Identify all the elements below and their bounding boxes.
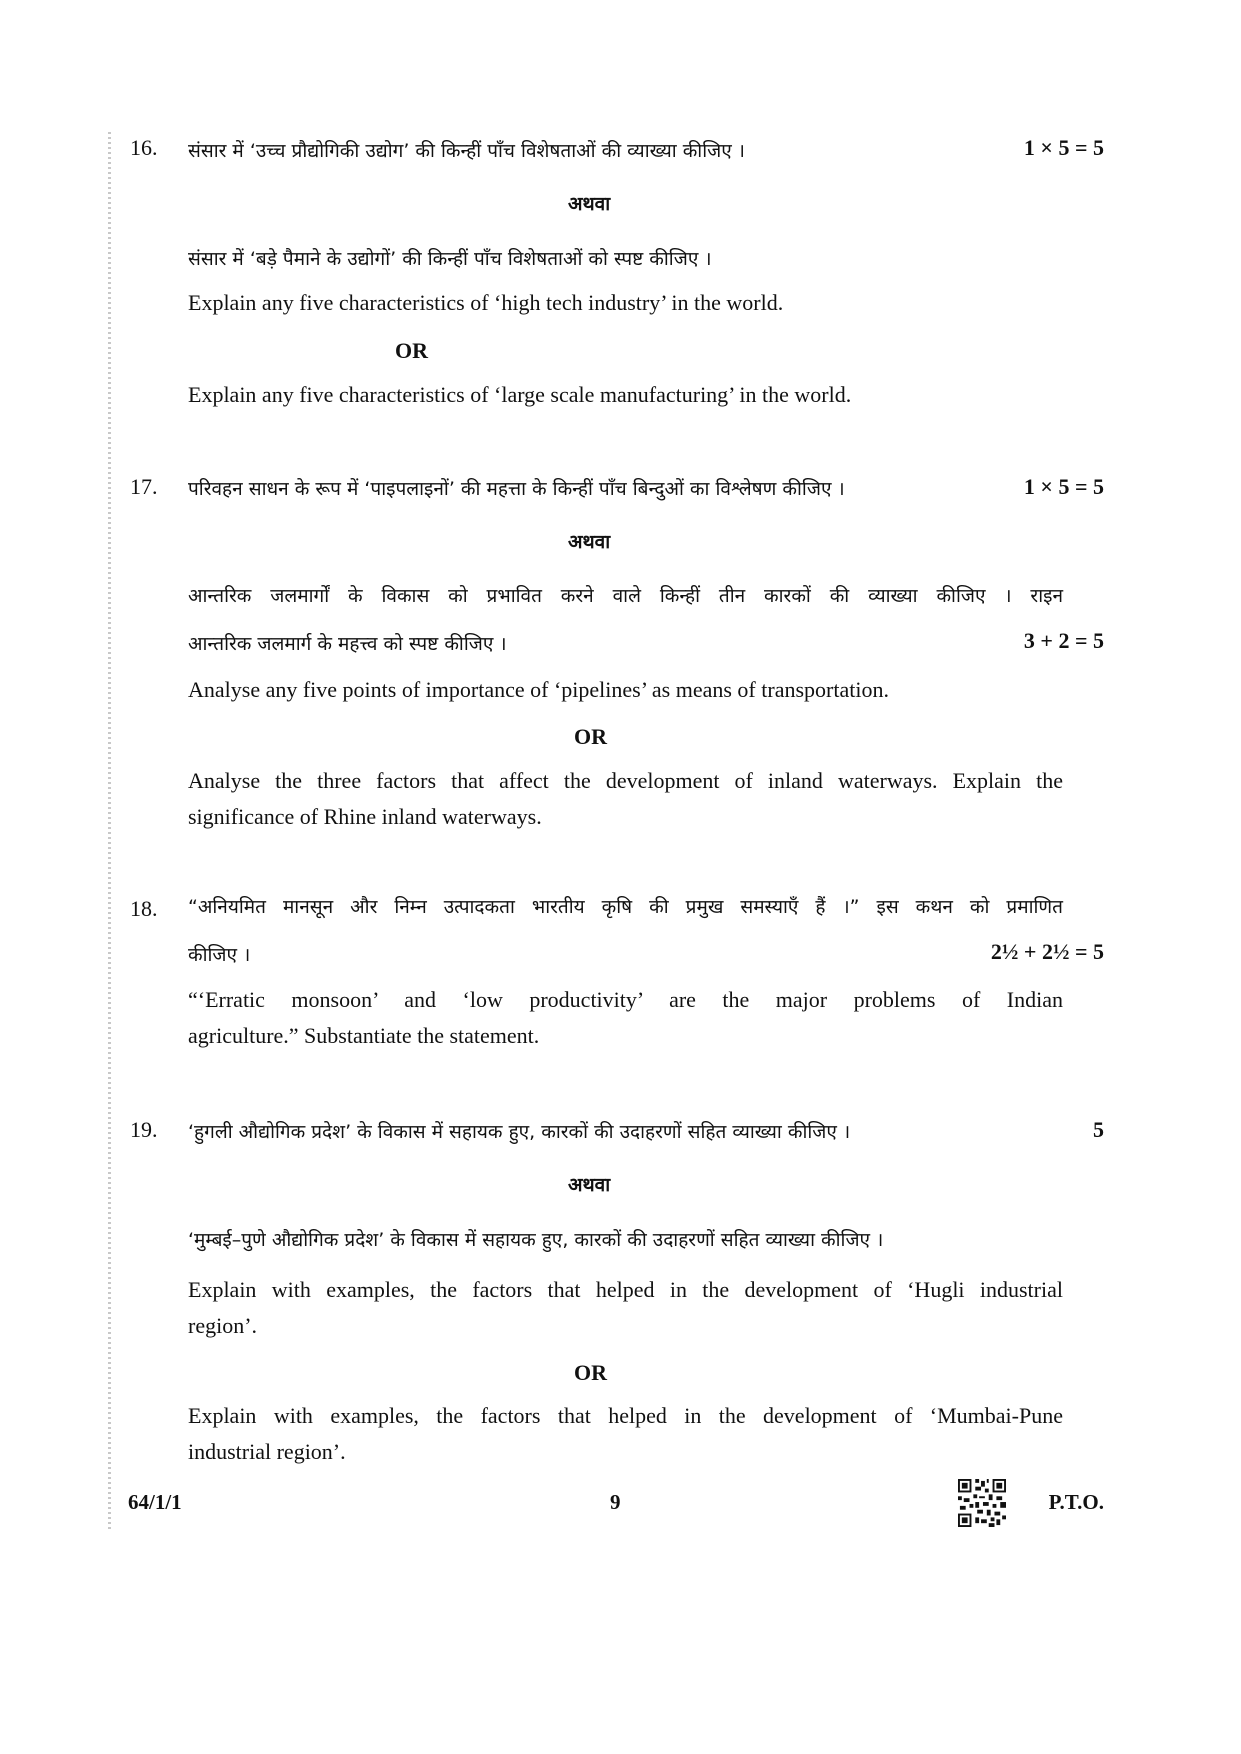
question-17-alt-marks: 3 + 2 = 5 — [1023, 628, 1104, 653]
question-17-number: 17. — [130, 474, 158, 499]
question-19-hindi-alt: ‘मुम्बई–पुणे औद्योगिक प्रदेश’ के विकास में सहायक हुए, कारकों की उदाहरणों सहित व्याख्या कीजिए । — [188, 1229, 884, 1251]
question-17-english-main: Analyse any five points of importance of ‘pipelines’ as means of transportation. — [188, 677, 889, 702]
question-17-or: OR — [574, 724, 607, 749]
question-18-marks: 2½ + 2½ = 5 — [990, 939, 1104, 964]
question-17-athva: अथवा — [568, 531, 611, 553]
question-17-hindi-alt-line1: आन्तरिक जलमार्गों के विकास को प्रभावित करने वाले किन्हीं तीन कारकों की व्याख्या कीजिए । राइन — [188, 585, 1063, 607]
question-19-or: OR — [574, 1360, 607, 1385]
question-18-english-line2: agriculture.” Substantiate the statement. — [188, 1023, 540, 1048]
question-19-english-main-line2: region’. — [188, 1313, 258, 1338]
question-16-hindi-alt: संसार में ‘बड़े पैमाने के उद्योगों’ की किन्हीं पाँच विशेषताओं को स्पष्ट कीजिए । — [188, 248, 712, 270]
question-19-number: 19. — [130, 1117, 158, 1142]
question-18-english-line1: “‘Erratic monsoon’ and ‘low productivity’ are the major problems of Indian — [188, 987, 1063, 1012]
footer-page-number: 9 — [610, 1490, 621, 1514]
question-17-english-alt-line2: significance of Rhine inland waterways. — [188, 804, 542, 829]
qr-code-icon — [958, 1479, 1006, 1527]
question-16-number: 16. — [130, 135, 158, 160]
question-19-athva: अथवा — [568, 1174, 611, 1196]
question-19-english-alt-line1: Explain with examples, the factors that helped in the development of ‘Mumbai-Pune — [188, 1403, 1063, 1428]
question-17-hindi-main: परिवहन साधन के रूप में ‘पाइपलाइनों’ की महत्ता के किन्हीं पाँच बिन्दुओं का विश्लेषण कीजिए । — [188, 478, 845, 500]
question-19-english-main-line1-wrap — [188, 1277, 1063, 1303]
question-17-marks: 1 × 5 = 5 — [1023, 474, 1104, 499]
question-16-hindi-main: संसार में ‘उच्च प्रौद्योगिकी उद्योग’ की किन्हीं पाँच विशेषताओं की व्याख्या कीजिए । — [188, 140, 745, 162]
question-19-hindi-main: ‘हुगली औद्योगिक प्रदेश’ के विकास में सहायक हुए, कारकों की उदाहरणों सहित व्याख्या कीजिए । — [188, 1121, 851, 1143]
question-19-english-alt-line2: industrial region’. — [188, 1439, 346, 1464]
question-19-english-main-line1: Explain with examples, the factors that helped in the development of ‘Hugli industrial — [188, 1277, 1063, 1302]
question-16-english-main: Explain any five characteristics of ‘high tech industry’ in the world. — [188, 290, 784, 315]
question-16-marks: 1 × 5 = 5 — [1023, 135, 1104, 160]
footer-pto: P.T.O. — [1048, 1490, 1104, 1514]
question-18-english-line1-wrap — [188, 987, 1063, 1013]
footer-paper-code: 64/1/1 — [128, 1490, 182, 1514]
question-16-english-alt: Explain any five characteristics of ‘large scale manufacturing’ in the world. — [188, 382, 852, 407]
question-16-or: OR — [395, 338, 428, 363]
question-19-english-alt-line1-wrap — [188, 1403, 1063, 1429]
question-17-english-alt-line1: Analyse the three factors that affect the development of inland waterways. Explain the — [188, 768, 1063, 793]
question-18-hindi-line1-wrap — [188, 893, 1063, 919]
question-18-number: 18. — [130, 896, 158, 921]
question-17-hindi-alt-line1-wrap — [188, 582, 1063, 608]
question-17-english-alt-line1-wrap — [188, 768, 1063, 794]
question-17-hindi-alt-line2: आन्तरिक जलमार्ग के महत्त्व को स्पष्ट कीजिए । — [188, 633, 507, 655]
question-18-hindi-line1: “अनियमित मानसून और निम्न उत्पादकता भारतीय कृषि की प्रमुख समस्याएँ हैं ।” इस कथन को प्रमाणित — [188, 896, 1063, 918]
question-19-marks: 5 — [1093, 1117, 1104, 1142]
question-18-hindi-line2: कीजिए । — [188, 944, 251, 966]
margin-security-strip — [108, 132, 111, 1532]
question-16-athva: अथवा — [568, 193, 611, 215]
